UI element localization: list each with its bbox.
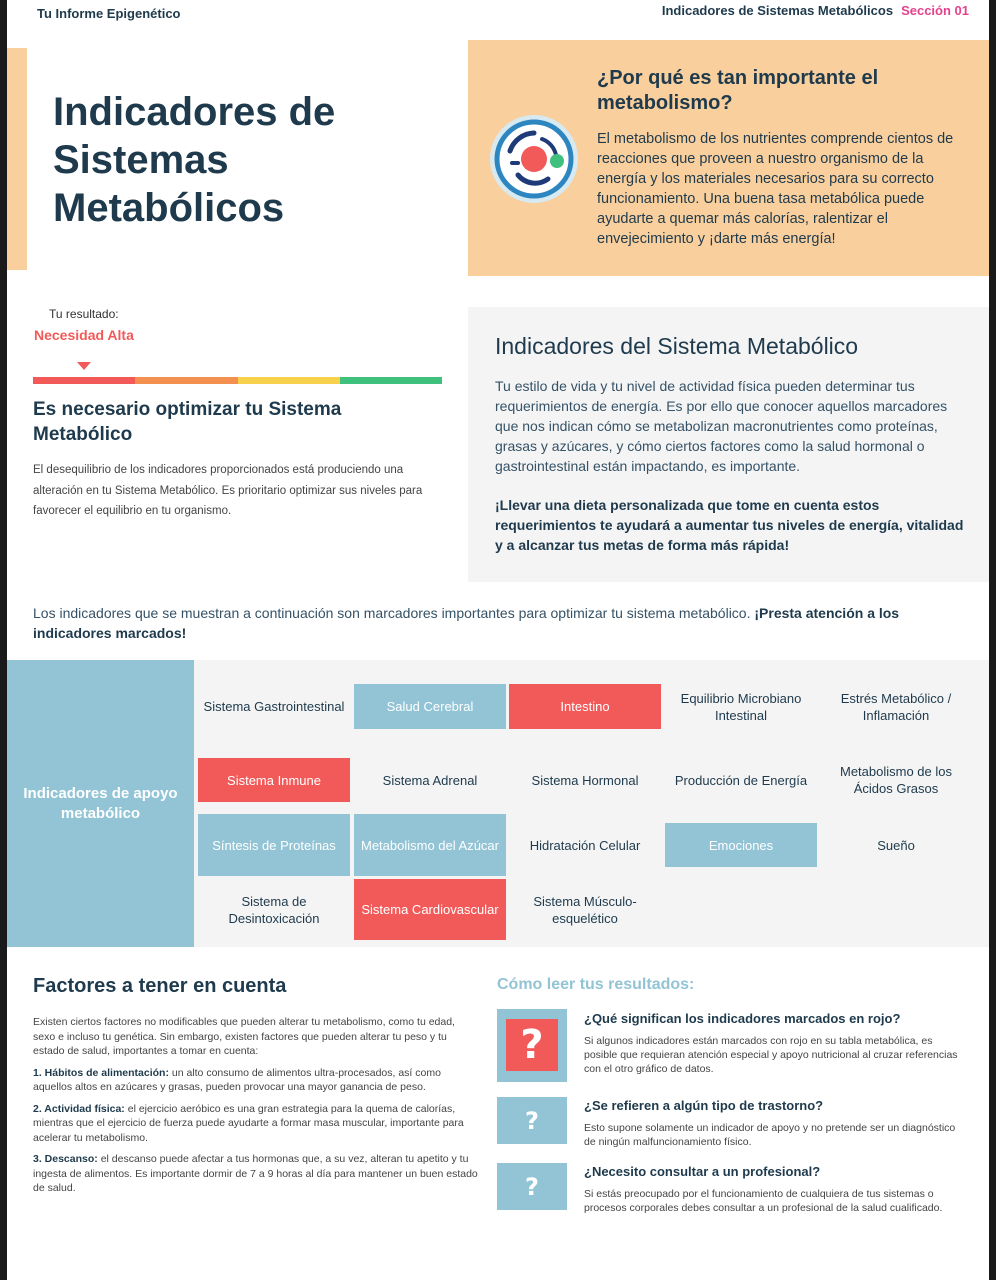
indicator-cell: Sistema de Desintoxicación [228, 893, 320, 926]
question-badge [497, 1163, 567, 1210]
indicator-cell: Metabolismo de los Ácidos Grasos [840, 764, 952, 796]
page-title-line: Sistemas [53, 138, 229, 182]
indicator-cell: Metabolismo del Azúcar [354, 814, 506, 876]
indicator-cell: Intestino [509, 684, 661, 729]
intro-paragraph [33, 603, 963, 643]
factor-item [33, 1102, 478, 1146]
result-value: Necesidad Alta [34, 327, 134, 343]
result-marker-icon [77, 362, 91, 370]
factor-label: 3. Descanso: [33, 1153, 98, 1165]
section-number: Sección 01 [901, 3, 969, 18]
result-label: Tu resultado: [49, 307, 119, 321]
factors-title: Factores a tener en cuenta [33, 975, 287, 997]
report-title: Tu Informe Epigenético [37, 6, 181, 21]
scale-segment [238, 377, 340, 384]
question-answer: Esto supone solamente un indicador de apoyo y no pretende ser un diagnóstico de ningún malfuncionamiento físico. [584, 1122, 956, 1148]
factor-text: un alto consumo de alimentos ultra-procesados, así como aquellos altos en azúcares y grasas, pueden provocar una mayor ganancia de peso. [33, 1066, 441, 1093]
indicator-cell: Emociones [665, 823, 817, 867]
result-text: El desequilibrio de los indicadores proporcionados está produciendo una alteración en tu Sistema Metabólico. Es prioritario optimizar sus niveles para favorecer el equilibrio en tu organismo. [33, 464, 423, 517]
intro-emphasis: ¡Presta atención a los indicadores marcados! [33, 605, 900, 641]
page-title-line: Indicadores de [53, 90, 336, 134]
indicators-highlight: ¡Llevar una dieta personalizada que tome en cuenta estos requerimientos te ayudará a aumentar tus niveles de energía, vitalidad y a alcanzar tus metas de forma más rápida! [495, 497, 964, 553]
indicator-cell: Sistema Adrenal [382, 772, 478, 788]
factor-text: el ejercicio aeróbico es una gran estrategia para la quema de calorías, mientras que el ejercicio de fuerza puede ayudarte a formar masa muscular, importante para acelerar tu metabolismo. [33, 1102, 464, 1144]
question-answer: Si estás preocupado por el funcionamiento de cualquiera de tus sistemas o procesos corporales debes consultar a un profesional de la salud cualificado. [584, 1188, 943, 1214]
indicator-cell: Hidratación Celular [529, 837, 641, 853]
indicator-cell: Sistema Inmune [198, 758, 350, 802]
question-mark-icon: ? [506, 1019, 558, 1071]
question-mark-icon: ? [525, 1172, 539, 1201]
why-metabolism-panel [468, 40, 989, 276]
section-header [662, 3, 969, 18]
question-title: ¿Se refieren a algún tipo de trastorno? [584, 1098, 824, 1113]
indicator-cell: Sistema Hormonal [531, 772, 639, 788]
scale-segment [340, 377, 442, 384]
question-mark-icon: ? [525, 1106, 539, 1135]
why-text: El metabolismo de los nutrientes comprende cientos de reacciones que proveen a nuestro organismo de la energía y los materiales necesarios para su correcto funcionamiento. Una buena tasa metabólica puede ayudarte a quemar más calorías, ralentizar el envejecimiento y ¡darte más energía! [597, 131, 954, 247]
scale-segment [33, 377, 135, 384]
factors-body [33, 1015, 478, 1203]
factor-label: 1. Hábitos de alimentación: [33, 1066, 169, 1079]
indicator-cell: Sistema Músculo-esquelético [533, 893, 637, 926]
indicators-text: Tu estilo de vida y tu nivel de actividad física pueden determinar tus requerimientos de energía. Es por ello que conocer aquellos marcadores que nos indican cómo se metabolizan macronutrientes como proteínas, grasas y azúcares, y cómo ciertos factores como la salud hormonal o gastrointestinal están impactando, es importante. [495, 378, 948, 474]
question-badge [497, 1097, 567, 1144]
accent-strip [7, 48, 27, 270]
question-title: ¿Necesito consultar a un profesional? [584, 1164, 821, 1179]
scale-segment [135, 377, 237, 384]
result-scale-bar [33, 377, 442, 384]
factor-item [33, 1152, 478, 1196]
indicator-cell: Producción de Energía [674, 772, 808, 788]
intro-text: Los indicadores que se muestran a continuación son marcadores importantes para optimizar tu sistema metabólico. [33, 605, 751, 621]
indicators-title: Indicadores del Sistema Metabólico [495, 333, 859, 359]
factor-text: el descanso puede afectar a tus hormonas que, a su vez, alteran tu apetito y tu ingesta de alimentos. Es importante dormir de 7 a 9 horas al día para mantener un buen estado de salud. [33, 1153, 478, 1194]
indicator-cell: Síntesis de Proteínas [198, 814, 350, 876]
question-badge [497, 1009, 567, 1082]
support-title: Indicadores de apoyo metabólico [23, 785, 178, 822]
page-title-line: Metabólicos [53, 186, 285, 230]
result-title: Es necesario optimizar tu Sistema Metabólico [33, 399, 342, 445]
indicator-cell: Estrés Metabólico / Inflamación [840, 690, 952, 723]
section-title: Indicadores de Sistemas Metabólicos [661, 3, 894, 18]
page-title [53, 88, 453, 232]
question-title: ¿Qué significan los indicadores marcados en rojo? [584, 1011, 901, 1026]
indicators-panel [468, 307, 989, 582]
indicator-cell: Sistema Gastrointestinal [203, 699, 345, 714]
support-indicators-table [7, 660, 989, 947]
report-page [7, 0, 989, 1280]
factor-label: 2. Actividad física: [33, 1102, 125, 1115]
indicator-cell: Sueño [877, 837, 915, 853]
why-title: ¿Por qué es tan importante el metabolismo? [597, 67, 879, 114]
how-to-read-title: Cómo leer tus resultados: [497, 976, 695, 993]
indicator-cell: Sistema Cardiovascular [354, 879, 506, 940]
factors-intro: Existen ciertos factores no modificables que pueden alterar tu metabolismo, como tu edad, sexo e incluso tu genética. Sin embargo, existen factores que pueden alterar tu peso y tu estado de salud, importantes a tomar en cuenta: [33, 1016, 455, 1057]
indicator-cell: Salud Cerebral [354, 684, 506, 729]
question-answer: Si algunos indicadores están marcados con rojo en su tabla metabólica, es posible que requieran atención especial y apoyo nutricional al cruzar referencias con el otro gráfico de datos. [584, 1035, 958, 1075]
metabolism-cell-icon [488, 113, 580, 205]
factor-item [33, 1066, 478, 1095]
support-title-panel [7, 660, 194, 947]
indicator-cell: Equilibrio Microbiano Intestinal [680, 690, 802, 723]
